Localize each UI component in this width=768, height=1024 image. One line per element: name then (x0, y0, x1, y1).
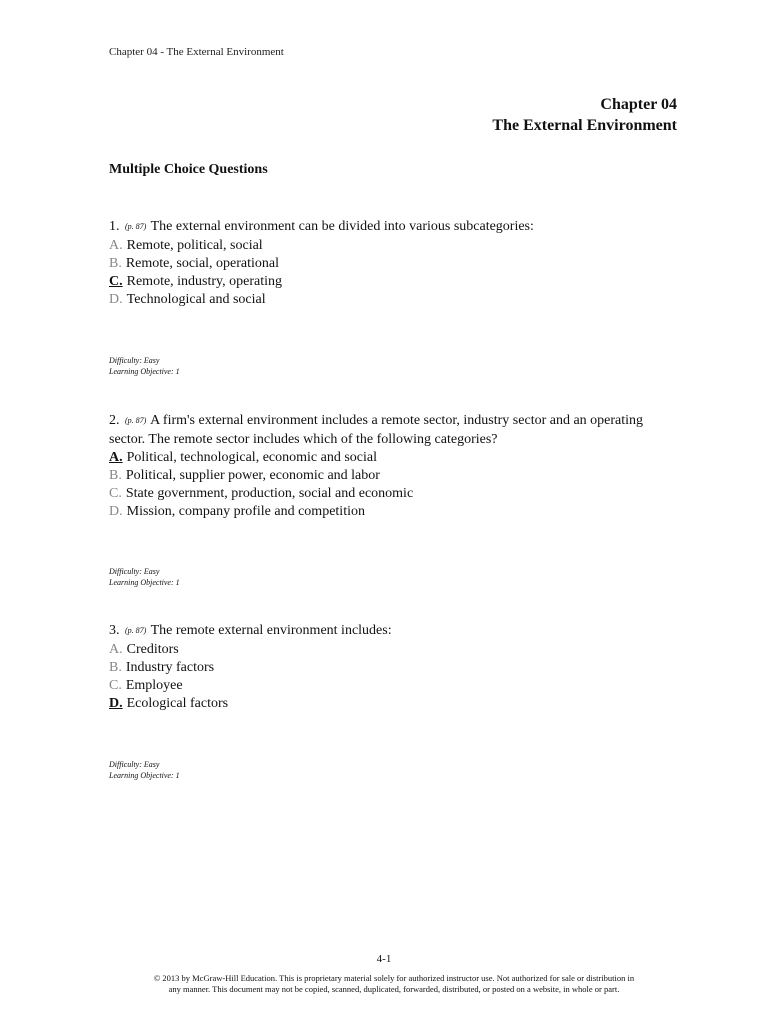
option-text: Ecological factors (126, 696, 229, 711)
answer-options (109, 641, 669, 713)
answer-options (109, 449, 669, 521)
copyright-line-2: any manner. This document may not be copied, scanned, duplicated, forwarded, distributed, or posted on a website, in whole or part. (168, 984, 620, 994)
option-letter: B. (109, 660, 122, 675)
option-a (109, 641, 669, 659)
question-number: 2. (109, 413, 120, 428)
question-2-metadata (109, 566, 180, 588)
question-3 (109, 622, 669, 713)
option-letter: D. (109, 504, 123, 519)
option-text: Technological and social (126, 292, 266, 307)
option-letter: A. (109, 642, 123, 657)
question-stem (109, 218, 669, 237)
option-letter-correct: D. (109, 696, 123, 711)
option-text: Creditors (126, 642, 179, 657)
option-d (109, 291, 669, 309)
chapter-name: The External Environment (492, 117, 677, 134)
option-text: Remote, political, social (126, 238, 263, 253)
option-text: Employee (125, 678, 183, 693)
learning-objective-label: Learning Objective: 1 (109, 578, 180, 587)
question-stem (109, 622, 669, 641)
option-c (109, 677, 669, 695)
learning-objective-label: Learning Objective: 1 (109, 771, 180, 780)
option-text: Remote, industry, operating (126, 274, 283, 289)
answer-options (109, 237, 669, 309)
copyright-notice (104, 973, 684, 995)
question-1 (109, 218, 669, 309)
chapter-title (492, 94, 677, 136)
section-heading: Multiple Choice Questions (109, 162, 268, 177)
page-reference: (p. 87) (125, 626, 147, 635)
option-letter: B. (109, 468, 122, 483)
copyright-line-1: © 2013 by McGraw-Hill Education. This is proprietary material solely for authorized instructor use. Not authorized for sale or distribution in (153, 973, 635, 983)
option-text: Industry factors (125, 660, 215, 675)
option-letter-correct: A. (109, 450, 123, 465)
option-a-correct (109, 449, 669, 467)
option-letter: B. (109, 256, 122, 271)
option-c (109, 485, 669, 503)
option-letter-correct: C. (109, 274, 123, 289)
question-3-metadata (109, 759, 180, 781)
difficulty-label: Difficulty: Easy (109, 567, 160, 576)
question-number: 1. (109, 219, 120, 234)
running-header: Chapter 04 - The External Environment (109, 46, 284, 58)
page-reference: (p. 87) (125, 222, 147, 231)
option-b (109, 255, 669, 273)
option-letter: C. (109, 678, 122, 693)
question-text: The remote external environment includes: (150, 623, 392, 638)
option-d-correct (109, 695, 669, 713)
option-b (109, 659, 669, 677)
option-text: Political, technological, economic and social (126, 450, 377, 465)
page-reference: (p. 87) (125, 416, 147, 425)
option-text: State government, production, social and economic (125, 486, 414, 501)
option-text: Mission, company profile and competition (126, 504, 365, 519)
question-text: The external environment can be divided into various subcategories: (150, 219, 534, 234)
option-text: Political, supplier power, economic and labor (125, 468, 380, 483)
question-1-metadata (109, 355, 180, 377)
difficulty-label: Difficulty: Easy (109, 760, 160, 769)
option-a (109, 237, 669, 255)
question-2 (109, 412, 669, 521)
difficulty-label: Difficulty: Easy (109, 356, 160, 365)
chapter-number: Chapter 04 (600, 96, 677, 113)
page-number: 4-1 (376, 953, 392, 965)
option-text: Remote, social, operational (125, 256, 280, 271)
option-letter: C. (109, 486, 122, 501)
question-number: 3. (109, 623, 120, 638)
question-text: A firm's external environment includes a remote sector, industry sector and an operating sector. The remote sector includes which of the following categories? (109, 413, 644, 447)
option-c-correct (109, 273, 669, 291)
learning-objective-label: Learning Objective: 1 (109, 367, 180, 376)
option-d (109, 503, 669, 521)
option-b (109, 467, 669, 485)
option-letter: D. (109, 292, 123, 307)
question-stem (109, 412, 669, 449)
option-letter: A. (109, 238, 123, 253)
